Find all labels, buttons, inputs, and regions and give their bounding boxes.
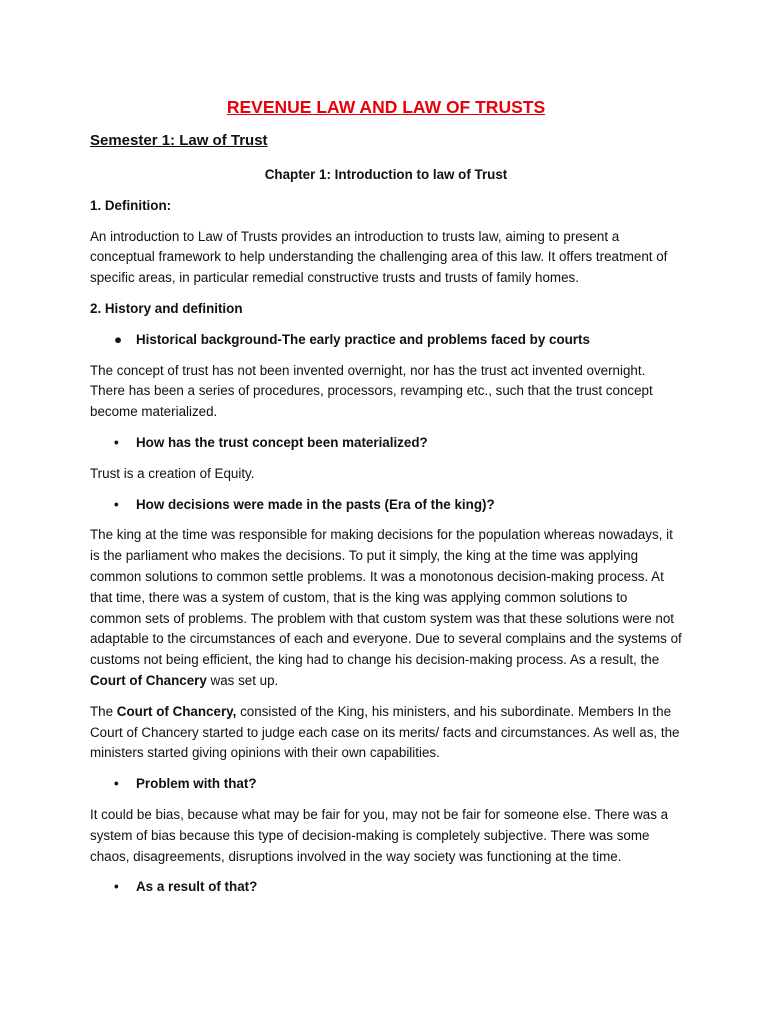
paragraph-text: was set up. <box>206 672 279 688</box>
bullet-problem <box>90 774 682 795</box>
court-paragraph <box>90 702 682 764</box>
bullet-label: As a result of that? <box>136 879 258 895</box>
definition-heading: 1. Definition: <box>90 197 172 213</box>
court-of-chancery-term: Court of Chancery, <box>116 703 237 719</box>
bullet-label: How decisions were made in the pasts (Era of the king)? <box>136 496 495 512</box>
bullet-icon: • <box>114 879 119 895</box>
equity-paragraph: Trust is a creation of Equity. <box>90 465 255 481</box>
bullet-icon: • <box>114 496 119 512</box>
bullet-icon: • <box>114 434 119 450</box>
bullet-icon: • <box>114 776 119 792</box>
history-heading: 2. History and definition <box>90 300 243 316</box>
paragraph-text: The <box>90 703 117 719</box>
document-title: REVENUE LAW AND LAW OF TRUSTS <box>226 97 546 117</box>
definition-paragraph: An introduction to Law of Trusts provides an introduction to trusts law, aiming to present a conceptual framework to help understanding the challenging area of this law. It offers treatment of specific areas, in particular remedial constructive trusts and trusts of family homes. <box>90 228 668 286</box>
bullet-label: How has the trust concept been materialized? <box>136 434 428 450</box>
bullet-result <box>90 877 682 898</box>
document-body <box>90 96 682 908</box>
paragraph-text: consisted of the King, his ministers, and his subordinate. Members In the Court of Chancery started to judge each case on its merits/ facts and circumstances. As well as, the ministers started giving opinions with their own capabilities. <box>90 703 680 761</box>
concept-paragraph: The concept of trust has not been invented overnight, nor has the trust act invented overnight. There has been a series of procedures, processors, revamping etc., such that the trust concept become materialized. <box>90 362 653 420</box>
king-paragraph <box>90 525 682 691</box>
bullet-icon: ● <box>114 331 123 347</box>
bullet-label: Historical background-The early practice and problems faced by courts <box>136 331 590 347</box>
semester-heading: Semester 1: Law of Trust <box>90 132 268 149</box>
court-of-chancery-term: Court of Chancery <box>90 672 207 688</box>
bullet-materialized <box>90 433 682 454</box>
bullet-era-of-king <box>90 495 682 516</box>
chapter-heading: Chapter 1: Introduction to law of Trust <box>264 167 508 182</box>
bullet-label: Problem with that? <box>136 776 257 792</box>
paragraph-text: The king at the time was responsible for making decisions for the population whereas nowadays, it is the parliament who makes the decisions. To put it simply, the king at the time was applying common solutions to common settle problems. It was a monotonous decision-making process. At that time, there was a system of custom, that is the king was applying common solutions to common sets of problems. The problem with that custom system was that these solutions were not adaptable to the circumstances of each and everyone. Due to several complains and the systems of customs not being efficient, the king had to change his decision-making process. As a result, the <box>90 527 682 668</box>
bullet-historical-background <box>90 330 682 351</box>
bias-paragraph: It could be bias, because what may be fair for you, may not be fair for someone else. There was a system of bias because this type of decision-making is completely subjective. There was some chaos, disagreements, disruptions involved in the way society was functioning at the time. <box>90 806 669 864</box>
